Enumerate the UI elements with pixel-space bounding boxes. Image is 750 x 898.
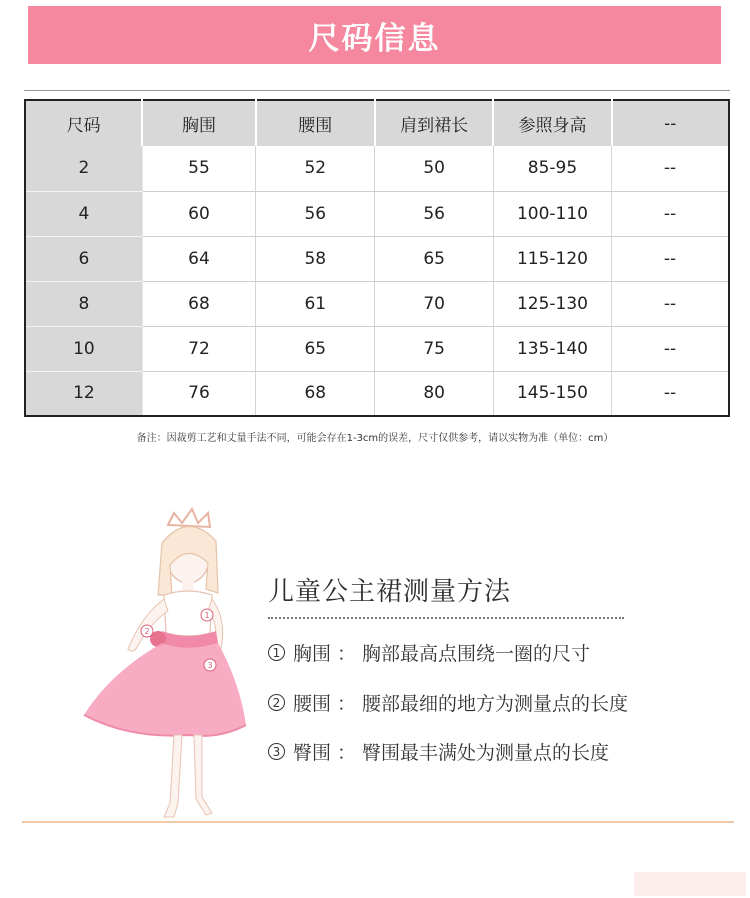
bottom-divider bbox=[22, 821, 734, 823]
height-cell: 85-95 bbox=[493, 146, 611, 191]
table-row bbox=[25, 281, 729, 326]
waist-cell: 56 bbox=[256, 191, 375, 236]
right-leg-shape bbox=[194, 735, 212, 815]
extra-cell: -- bbox=[612, 371, 729, 416]
measure-desc: 腰部最细的地方为测量点的长度 bbox=[362, 693, 629, 715]
measure-label: 胸围 bbox=[293, 643, 332, 665]
header-length: 肩到裙长 bbox=[375, 100, 493, 146]
length-cell: 65 bbox=[375, 236, 493, 281]
size-cell: 12 bbox=[25, 371, 142, 416]
length-cell: 56 bbox=[375, 191, 493, 236]
size-table bbox=[24, 99, 730, 417]
measure-desc: 臀围最丰满处为测量点的长度 bbox=[362, 742, 610, 764]
waist-cell: 65 bbox=[256, 326, 375, 371]
extra-cell: -- bbox=[612, 236, 729, 281]
marker-1-label: 1 bbox=[204, 611, 210, 620]
chest-cell: 55 bbox=[142, 146, 255, 191]
divider bbox=[24, 90, 730, 91]
waist-cell: 52 bbox=[256, 146, 375, 191]
height-cell: 145-150 bbox=[493, 371, 611, 416]
measure-item-chest: 1 胸围 ： 胸部最高点围绕一圈的尺寸 bbox=[268, 639, 590, 666]
size-cell: 10 bbox=[25, 326, 142, 371]
extra-cell: -- bbox=[612, 146, 729, 191]
measure-item-waist: 2 腰围 ： 腰部最细的地方为测量点的长度 bbox=[268, 689, 628, 716]
size-note: 备注：因裁剪工艺和丈量手法不同，可能会存在1-3cm的误差，尺寸仅供参考，请以实物为准（单位：cm） bbox=[136, 433, 614, 444]
waist-cell: 61 bbox=[256, 281, 375, 326]
measure-desc: 胸部最高点围绕一圈的尺寸 bbox=[362, 643, 591, 665]
extra-cell: -- bbox=[612, 191, 729, 236]
skirt-shape bbox=[84, 643, 246, 736]
height-cell: 100-110 bbox=[493, 191, 611, 236]
length-cell: 75 bbox=[375, 326, 493, 371]
left-leg-shape bbox=[164, 735, 182, 817]
size-cell: 6 bbox=[25, 236, 142, 281]
table-header-row bbox=[25, 100, 729, 146]
header-height: 参照身高 bbox=[493, 100, 611, 146]
table-row bbox=[25, 236, 729, 281]
dotted-divider bbox=[268, 617, 624, 619]
decorative-block bbox=[634, 872, 746, 896]
table-row bbox=[25, 146, 729, 191]
banner-title: 尺码信息 bbox=[308, 20, 441, 57]
height-cell: 135-140 bbox=[493, 326, 611, 371]
height-cell: 125-130 bbox=[493, 281, 611, 326]
waist-cell: 58 bbox=[256, 236, 375, 281]
extra-cell: -- bbox=[612, 326, 729, 371]
length-cell: 70 bbox=[375, 281, 493, 326]
measure-label: 腰围 bbox=[293, 693, 332, 715]
chest-cell: 60 bbox=[142, 191, 255, 236]
chest-cell: 68 bbox=[142, 281, 255, 326]
number-circle-icon: 1 bbox=[268, 644, 285, 661]
size-cell: 2 bbox=[25, 146, 142, 191]
length-cell: 50 bbox=[375, 146, 493, 191]
length-cell: 80 bbox=[375, 371, 493, 416]
measure-item-hip: 3 臀围 ： 臀围最丰满处为测量点的长度 bbox=[268, 738, 609, 765]
measure-title: 儿童公主裙测量方法 bbox=[268, 577, 512, 607]
princess-dress-illustration bbox=[70, 503, 250, 823]
chest-cell: 64 bbox=[142, 236, 255, 281]
extra-cell: -- bbox=[612, 281, 729, 326]
marker-2-label: 2 bbox=[144, 627, 150, 636]
size-cell: 4 bbox=[25, 191, 142, 236]
marker-3 bbox=[204, 659, 216, 671]
chest-cell: 72 bbox=[142, 326, 255, 371]
number-circle-icon: 3 bbox=[268, 743, 285, 760]
header-extra: -- bbox=[664, 113, 677, 134]
marker-3-label: 3 bbox=[207, 661, 213, 670]
number-circle-icon: 2 bbox=[268, 694, 285, 711]
title-banner bbox=[28, 6, 721, 64]
header-chest: 胸围 bbox=[142, 100, 255, 146]
header-waist: 腰围 bbox=[256, 100, 375, 146]
table-row bbox=[25, 371, 729, 416]
table-row bbox=[25, 326, 729, 371]
chest-cell: 76 bbox=[142, 371, 255, 416]
crown-icon bbox=[168, 509, 210, 527]
height-cell: 115-120 bbox=[493, 236, 611, 281]
marker-1 bbox=[201, 609, 213, 621]
marker-2 bbox=[141, 625, 153, 637]
measure-label: 臀围 bbox=[293, 742, 332, 764]
header-size: 尺码 bbox=[25, 100, 142, 146]
waist-cell: 68 bbox=[256, 371, 375, 416]
table-row bbox=[25, 191, 729, 236]
size-cell: 8 bbox=[25, 281, 142, 326]
